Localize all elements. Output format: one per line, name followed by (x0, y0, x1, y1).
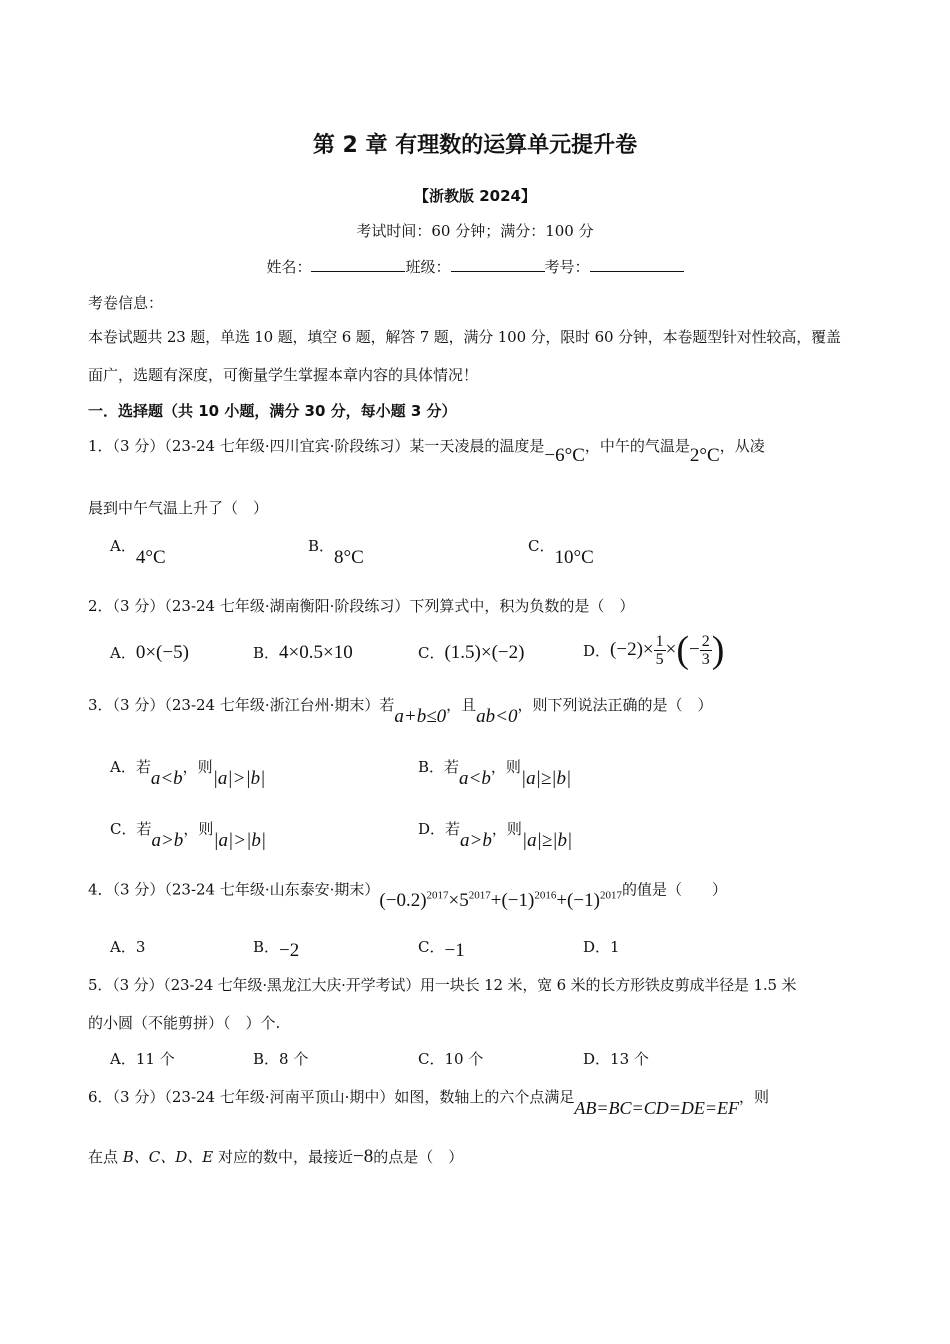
q4-option-c[interactable] (418, 936, 465, 961)
q6-text: 在点 (88, 1148, 123, 1166)
student-info-row (0, 256, 950, 277)
class-label: 班级： (405, 258, 451, 276)
option-result: |a|≥|b| (520, 768, 572, 789)
fraction-two-thirds (700, 633, 712, 668)
option-label: A． (110, 938, 136, 956)
option-label: C．若 (110, 820, 152, 838)
q2-option-d[interactable] (583, 628, 724, 672)
option-condition: a>b (151, 830, 184, 851)
option-label: D．若 (418, 820, 461, 838)
question-5: 5．（3 分）（23-24 七年级·黑龙江大庆·开学考试）用一块长 12 米，宽 6 米的长方形铁皮剪成半径是 1.5 米 (88, 976, 797, 994)
option-label: C． (528, 537, 555, 555)
info-line-1: 本卷试题共 23 题，单选 10 题，填空 6 题，解答 7 题，满分 100 分，限时 60 分钟，本卷题型针对性较高，覆盖 (88, 328, 841, 346)
option-value: 4°C (135, 547, 166, 568)
q4-option-b[interactable] (253, 936, 300, 961)
q5-option-a[interactable]: A．11 个 (110, 1050, 175, 1068)
option-label: C． (418, 938, 445, 956)
question-1 (88, 435, 765, 466)
option-label: D． (583, 641, 611, 660)
option-label: D． (583, 938, 611, 956)
expr-term-1: (−0.2) (379, 890, 427, 912)
option-then: ，则 (183, 820, 214, 838)
name-blank[interactable] (311, 257, 405, 272)
info-heading: 考卷信息： (88, 294, 164, 312)
q6-value: −8 (353, 1146, 374, 1167)
fraction-numerator: 1 (655, 632, 664, 650)
q6-condition: AB=BC=CD=DE=EF (574, 1098, 739, 1118)
expr-term-4: +(−1) (556, 890, 600, 912)
q1-temp-morning: −6°C (544, 445, 585, 466)
q5-line-2: 的小圆（不能剪拼）（ ）个. (88, 1014, 281, 1032)
section-heading: 一．选择题（共 10 小题，满分 30 分，每小题 3 分） (88, 402, 457, 420)
q3-option-d[interactable] (418, 818, 573, 851)
q3-text-mid: ，且 (446, 696, 477, 714)
option-label: A． (110, 537, 136, 555)
q1-option-a[interactable] (110, 535, 166, 568)
fraction-numerator: 2 (701, 632, 710, 650)
q1-text: 1．（3 分）（23-24 七年级·四川宜宾·阶段练习）某一天凌晨的温度是 (88, 437, 545, 455)
option-value: (−2)× (610, 639, 654, 660)
name-label: 姓名： (266, 258, 312, 276)
option-then: ，则 (491, 820, 522, 838)
question-3 (88, 694, 713, 727)
option-label: C． (418, 644, 445, 662)
expr-term-3: +(−1) (490, 890, 535, 912)
option-value: 1 (610, 938, 620, 956)
option-result: |a|>|b| (212, 768, 266, 789)
q1-temp-noon: 2°C (689, 445, 720, 466)
q2-option-a[interactable] (110, 642, 189, 664)
class-blank[interactable] (451, 257, 545, 272)
option-value: 0×(−5) (135, 642, 189, 663)
option-value: 8°C (334, 547, 364, 568)
q2-option-c[interactable] (418, 642, 524, 664)
option-condition: a>b (460, 830, 492, 851)
expr-term-2: ×5 (448, 890, 469, 912)
left-paren: ( (676, 629, 689, 671)
option-label: A．若 (110, 758, 151, 776)
option-value: 4×0.5×10 (279, 642, 353, 663)
q1-option-b[interactable] (308, 535, 364, 568)
option-condition: a<b (459, 768, 491, 789)
times-sign: × (665, 639, 677, 660)
option-result: |a|≥|b| (521, 830, 573, 851)
q4-option-d[interactable] (583, 936, 620, 957)
q1-text-end: ，从凌 (719, 437, 765, 455)
q2-option-b[interactable] (253, 642, 353, 664)
edition-label: 【浙教版 2024】 (414, 187, 536, 205)
exponent-1: 2017 (426, 890, 449, 902)
exam-time: 考试时间：60 分钟；满分：100 分 (356, 222, 594, 240)
minus-sign: − (689, 639, 700, 660)
q3-condition-2: ab<0 (476, 706, 518, 727)
q4-text-end: 的值是（ ） (621, 880, 727, 899)
right-paren: ) (711, 629, 725, 671)
q6-line-2 (88, 1146, 463, 1168)
option-value: 10°C (554, 547, 594, 568)
fraction-one-fifth (654, 633, 666, 668)
option-label: B．若 (418, 758, 460, 776)
option-result: |a|>|b| (213, 830, 267, 851)
q3-option-c[interactable] (110, 818, 267, 851)
info-line-2: 面广，选题有深度，可衡量学生掌握本章内容的具体情况！ (88, 366, 479, 384)
q6-points: B、C、D、E (122, 1148, 214, 1166)
exponent-3: 2016 (534, 890, 557, 902)
option-value: 3 (135, 938, 146, 956)
q3-option-a[interactable] (110, 756, 266, 789)
fraction-denominator: 5 (655, 650, 664, 668)
q5-option-c[interactable]: C．10 个 (418, 1050, 484, 1068)
number-blank[interactable] (590, 257, 684, 272)
question-2: 2．（3 分）（23-24 七年级·湖南衡阳·阶段练习）下列算式中，积为负数的是（ ） (88, 597, 635, 615)
number-label: 考号： (544, 258, 590, 276)
q3-condition-1: a+b≤0 (394, 706, 447, 727)
option-label: B． (253, 644, 280, 662)
q4-option-a[interactable] (110, 936, 145, 957)
option-value: (1.5)×(−2) (444, 642, 525, 663)
page-title: 第 2 章 有理数的运算单元提升卷 (312, 133, 638, 158)
option-label: B． (253, 938, 280, 956)
exponent-2: 2017 (468, 890, 491, 902)
question-4 (88, 878, 727, 912)
q3-text-end: ，则下列说法正确的是（ ） (517, 696, 713, 714)
option-label: B． (308, 537, 335, 555)
q6-text-end: ，则 (738, 1088, 769, 1106)
option-then: ，则 (182, 758, 213, 776)
fraction-denominator: 3 (701, 650, 710, 668)
option-value: −2 (279, 940, 300, 961)
q6-text-end: 的点是（ ） (373, 1148, 464, 1166)
q1-line-2: 晨到中午气温上升了（ ） (88, 499, 269, 517)
option-value: −1 (444, 940, 465, 961)
exponent-4: 2017 (599, 890, 622, 902)
option-label: A． (110, 644, 136, 662)
q6-text: 6．（3 分）（23-24 七年级·河南平顶山·期中）如图，数轴上的六个点满足 (88, 1088, 575, 1106)
q3-option-b[interactable] (418, 756, 572, 789)
q4-expression (379, 890, 622, 911)
option-then: ，则 (490, 758, 521, 776)
q3-text: 3．（3 分）（23-24 七年级·浙江台州·期末）若 (88, 696, 395, 714)
q1-option-c[interactable] (528, 535, 594, 568)
q1-text-mid: ，中午的气温是 (584, 437, 690, 455)
q5-option-b[interactable]: B．8 个 (253, 1050, 309, 1068)
q6-text-mid: 对应的数中，最接近 (213, 1148, 354, 1166)
q5-option-d[interactable]: D．13 个 (583, 1050, 649, 1068)
q4-text: 4．（3 分）（23-24 七年级·山东泰安·期末） (88, 880, 380, 899)
question-6 (88, 1086, 769, 1118)
option-condition: a<b (150, 768, 183, 789)
